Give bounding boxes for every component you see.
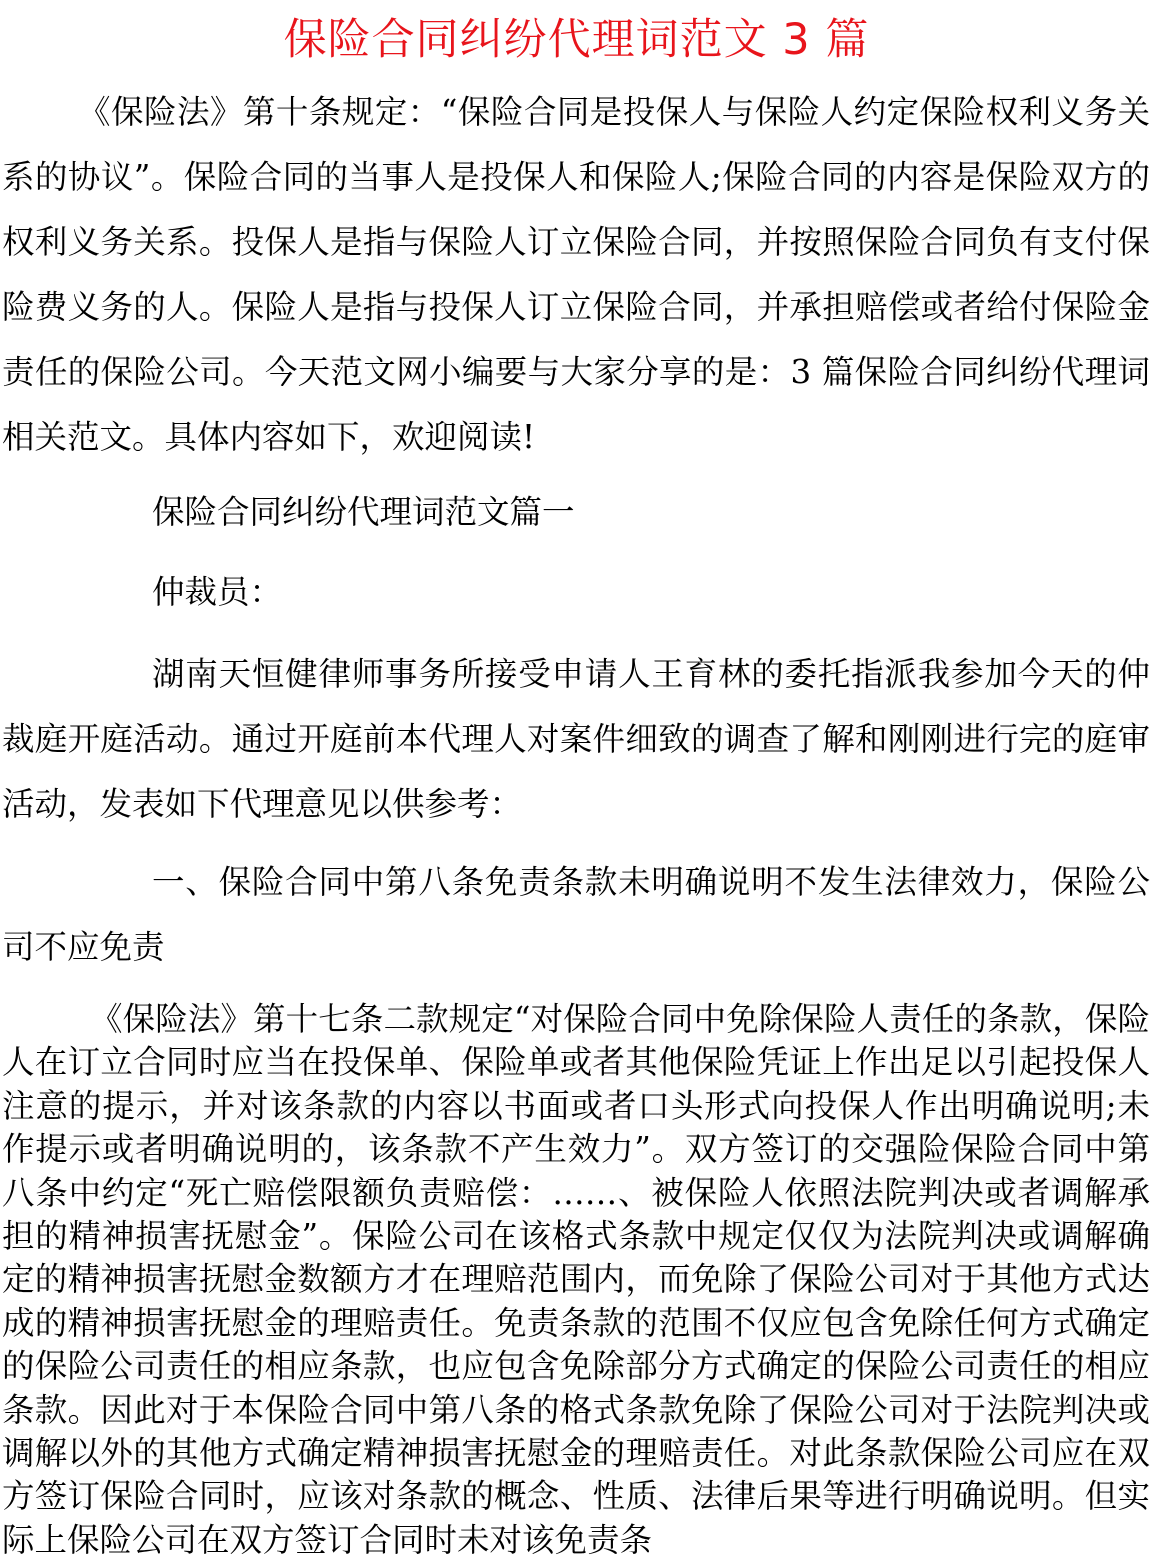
section-heading: 保险合同纠纷代理词范文篇一 xyxy=(152,493,575,531)
salutation: 仲裁员： xyxy=(152,573,283,611)
document-title: 保险合同纠纷代理词范文 3 篇 xyxy=(283,15,870,65)
intro-paragraph: 《保险法》第十条规定：“保险合同是投保人与保险人约定保险权利义务关系的协议”。保险合同的当事人是投保人和保险人;保险合同的内容是保险双方的权利义务关系。投保人是指与保险人订立保险合同，并按照保险合同负有支付保险费义务的人。保险人是指与投保人订立保险合同，并承担赔偿或者给付保险金责任的保险公司。今天范文网小编要与大家分享的是：3 篇保险合同纠纷代理词相关范文。具体内容如下，欢迎阅读! xyxy=(2,93,1150,456)
statement-paragraph: 湖南天恒健律师事务所接受申请人王育林的委托指派我参加今天的仲裁庭开庭活动。通过开庭前本代理人对案件细致的调查了解和刚刚进行完的庭审活动，发表如下代理意见以供参考： xyxy=(2,655,1150,823)
law-citation-paragraph: 《保险法》第十七条二款规定“对保险合同中免除保险人责任的条款，保险人在订立合同时应当在投保单、保险单或者其他保险凭证上作出足以引起投保人注意的提示，并对该条款的内容以书面或者口头形式向投保人作出明确说明;未作提示或者明确说明的，该条款不产生效力”。双方签订的交强险保险合同中第八条中约定“死亡赔偿限额负责赔偿：……、被保险人依照法院判决或者调解承担的精神损害抚慰金”。保险公司在该格式条款中规定仅仅为法院判决或调解确定的精神损害抚慰金数额方才在理赔范围内，而免除了保险公司对于其他方式达成的精神损害抚慰金的理赔责任。免责条款的范围不仅应包含免除任何方式确定的保险公司责任的相应条款，也应包含免除部分方式确定的保险公司责任的相应条款。因此对于本保险合同中第八条的格式条款免除了保险公司对于法院判决或调解以外的其他方式确定精神损害抚慰金的理赔责任。对此条款保险公司应在双方签订保险合同时，应该对条款的概念、性质、法律后果等进行明确说明。但实际上保险公司在双方签订合同时未对该免责条 xyxy=(2,1000,1150,1559)
point-one-heading: 一、保险合同中第八条免责条款未明确说明不发生法律效力，保险公司不应免责 xyxy=(2,863,1150,966)
